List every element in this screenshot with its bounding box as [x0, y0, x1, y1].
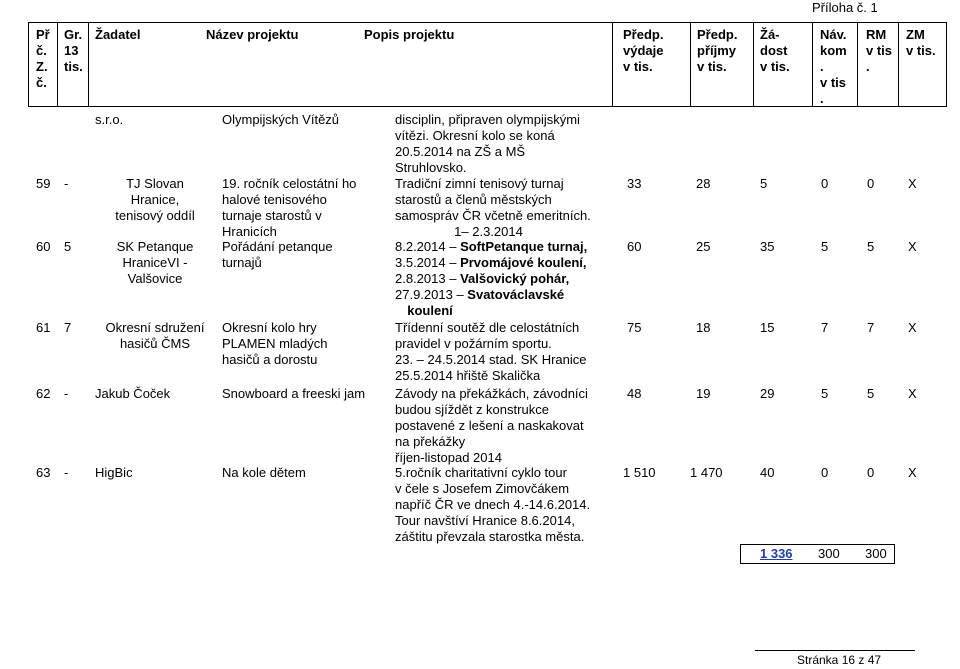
council-decision: 5 [867, 386, 875, 401]
council-decision: 7 [867, 320, 875, 335]
expected-costs: 48 [627, 386, 642, 401]
row-number: 63 [36, 465, 51, 480]
assembly-decision: X [908, 320, 917, 335]
expected-income: 18 [696, 320, 711, 335]
row-number: 62 [36, 386, 51, 401]
commission-proposal: 0 [821, 176, 829, 191]
applicant: SK Petanque HraniceVI - Valšovice [116, 239, 194, 286]
header-project-description: Popis projektu [364, 27, 455, 42]
header-request: Žá- dost v tis. [760, 27, 790, 74]
council-decision: 0 [867, 465, 875, 480]
header-project-name: Název projektu [206, 27, 299, 42]
assembly-decision: X [908, 176, 917, 191]
header-applicant: Žadatel [95, 27, 141, 42]
requested-amount: 5 [760, 176, 768, 191]
header-group: Gr. 13 tis. [64, 27, 83, 74]
requested-amount: 15 [760, 320, 775, 335]
requested-amount: 40 [760, 465, 775, 480]
event-svatovaclavske-cont: koulení [407, 303, 453, 318]
row-group: - [64, 176, 69, 191]
row-number: 59 [36, 176, 51, 191]
header-assembly: ZM v tis. [906, 27, 936, 58]
header-row-number: Př č. Z. č. [36, 27, 50, 90]
expected-costs: 1 510 [623, 465, 656, 480]
requested-amount: 35 [760, 239, 775, 254]
project-name: Na kole dětem [222, 465, 306, 480]
project-description: Tradiční zimní tenisový turnaj starostů a členů městských samospráv ČR včetně emeritních. 1– 2.3.2014 [395, 176, 591, 239]
project-name: Olympijských Vítězů [222, 112, 340, 127]
row-number: 60 [36, 239, 51, 254]
commission-proposal: 5 [821, 386, 829, 401]
total-assembly: 300 [865, 546, 887, 561]
applicant: Okresní sdružení hasičů ČMS [105, 320, 205, 351]
total-council: 300 [818, 546, 840, 561]
total-commission: 1 336 [760, 546, 793, 561]
project-description [395, 239, 612, 319]
project-name: Pořádání petanque turnajů [222, 239, 333, 270]
header-council: RM v tis . [866, 27, 893, 74]
row-group: - [64, 386, 69, 401]
project-description: disciplin, připraven olympijskými vítězi. Okresní kolo se koná 20.5.2014 na ZŠ a MŠ Struhlovsko. [395, 112, 580, 175]
applicant: Jakub Čoček [95, 386, 171, 401]
applicant: HigBic [95, 465, 133, 480]
expected-income: 25 [696, 239, 711, 254]
event-prvomajove: 3.5.2014 – Prvomájové koulení, [395, 255, 587, 270]
expected-costs: 33 [627, 176, 642, 191]
commission-proposal: 0 [821, 465, 829, 480]
row-group: 5 [64, 239, 72, 254]
council-decision: 5 [867, 239, 875, 254]
expected-income: 1 470 [690, 465, 723, 480]
applicant: s.r.o. [95, 112, 124, 127]
footer-rule [755, 650, 915, 651]
council-decision: 0 [867, 176, 875, 191]
attachment-label: Příloha č. 1 [812, 0, 878, 15]
project-name: 19. ročník celostátní ho halové tenisového turnaje starostů v Hranicích [222, 176, 357, 239]
project-description: 5.ročník charitativní cyklo tour v čele s Josefem Zimovčákem napříč ČR ve dnech 4.-14.6.2014. Tour navštíví Hranice 8.6.2014, záštitu převzala starostka města. [395, 465, 591, 544]
applicant: TJ Slovan Hranice, tenisový oddíl [115, 176, 195, 223]
expected-income: 19 [696, 386, 711, 401]
row-group: - [64, 465, 69, 480]
event-svatovaclavske: 27.9.2013 – Svatováclavské [395, 287, 565, 302]
project-name: Snowboard a freeski jam [222, 386, 366, 401]
requested-amount: 29 [760, 386, 775, 401]
assembly-decision: X [908, 465, 917, 480]
commission-proposal: 7 [821, 320, 829, 335]
expected-costs: 60 [627, 239, 642, 254]
header-expected-income: Předp. příjmy v tis. [697, 27, 738, 74]
expected-income: 28 [696, 176, 711, 191]
page-footer: Stránka 16 z 47 [797, 653, 882, 667]
project-name: Okresní kolo hry PLAMEN mladých hasičů a dorostu [222, 320, 328, 367]
project-description: Závody na překážkách, závodníci budou sjíždět z konstrukce postavené z lešení a naskakovat na překážky říjen-listopad 2014 [395, 386, 588, 465]
assembly-decision: X [908, 239, 917, 254]
event-valsovicky: 2.8.2013 – Valšovický pohár, [395, 271, 570, 286]
event-softpetanque: 8.2.2014 – SoftPetanque turnaj, [395, 239, 588, 254]
header-expected-costs: Předp. výdaje v tis. [623, 27, 664, 74]
header-commission-proposal: Náv. kom . v tis . [820, 27, 847, 106]
row-number: 61 [36, 320, 51, 335]
assembly-decision: X [908, 386, 917, 401]
row-group: 7 [64, 320, 72, 335]
commission-proposal: 5 [821, 239, 829, 254]
project-description: Třídenní soutěž dle celostátních pravidel v požárním sportu. 23. – 24.5.2014 stad. SK Hranice 25.5.2014 hřiště Skalička [395, 320, 587, 383]
expected-costs: 75 [627, 320, 642, 335]
